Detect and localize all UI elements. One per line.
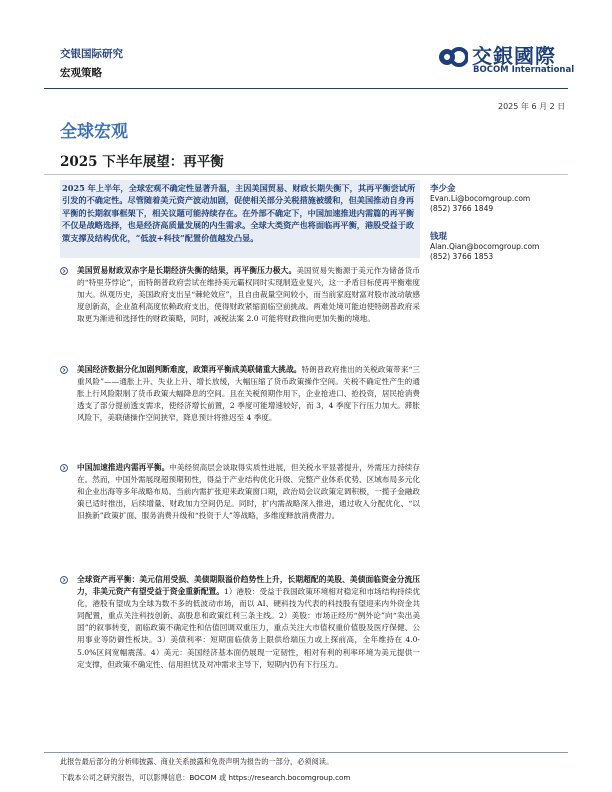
bocom-logo (438, 42, 575, 75)
logo-chinese-text: 交銀國際 (472, 44, 556, 68)
analyst-card (430, 232, 539, 262)
paragraph-lead: 中国加速推进内需再平衡。 (77, 463, 170, 472)
logo-english-text: BOCOM International (473, 65, 575, 75)
abstract-text: 2025 年上半年，全球宏观不确定性显著升温，主因美国贸易、财政长期失衡下，其再平衡尝试所引发的不确定性。尽管随着美元资产波动加剧，促使相关部分关税措施被缓和，但美国推动自身再平衡的长期叙事框架下，相关议题可能持续存在。在外部不确定下，中国加速推进内需篇的再平衡不仅是战略选择，也是经济高质量发展的内生需求。全球大类资产也将面临再平衡，港股受益于政策支撑及结构优化，“低波+科技”配置价值越发凸显。 (62, 183, 416, 243)
bocom-logo-icon (438, 42, 468, 72)
header-divider (44, 88, 568, 89)
paragraph-body: 1）港股：受益于我国政策环境相对稳定和市场结构持续优化，港股有望成为全球为数不多的低波动市场，而以 AI、硬科技为代表的科技股有望迎来内外资金共同配置，重点关注科技创新、高股息和政策红利三条主线。2）美股：市场正经历“例外论”向“卖出美国”的叙事转变，面临政策不确定性和估值回调双重压力，重点关注大市值权重价值股及医疗保健、公用事业等防御性板块。3）美债利率：短期面临债务上限供给端压力或上探前高，全年维持在 4.0-5.0%区间宽幅震荡。4）美元：美国经济基本面仍展现一定韧性，相对有利的利率环境为美元提供一定支撑，但政策不确定性、信用担忧及对冲需求主导下，短期内仍有下行压力。 (77, 587, 420, 669)
paragraph-lead: 全球资产再平衡：美元信用受损、美债期限溢价趋势性上升，长期超配的美股、美债面临资金分流压力，非美元资产有望受益于资金重新配置。 (77, 575, 420, 597)
circle-arrow-bullet-icon (60, 267, 68, 275)
analyst-phone: (852) 3766 1849 (430, 204, 494, 213)
paragraph-lead: 美国贸易财政双赤字是长期经济失衡的结果，再平衡压力极大。 (77, 266, 297, 275)
analyst-email[interactable]: Evan.Li@bocomgroup.com (430, 194, 531, 203)
analyst-name: 李少金 (430, 184, 456, 194)
report-series: 宏观策略 (60, 67, 102, 79)
footer-download-info[interactable]: 下载本公司之研究报告，可以影博信息：BOCOM 或 https://research.bocomgroup.com (60, 773, 351, 782)
report-title: 2025 下半年展望：再平衡 (60, 154, 224, 170)
footer-disclaimer: 此报告最后部分的分析师披露、商业关系披露和免责声明为报告的一部分，必须阅读。 (60, 757, 334, 766)
circle-arrow-bullet-icon (60, 366, 68, 374)
footer-divider (44, 752, 568, 753)
paragraph-body: 特朗普政府推出的关税政策带来“三重风险”——通胀上升、失业上升、增长放缓，大幅压缩了货币政策操作空间。关税不确定性产生的通胀上行风险限制了货币政策大幅降息的空间。且在关税预期作用下，企业抢进口、抢投资，居民抢消费透支了部分提前透支需求，使经济增长前置，2 季度可能增速较好，而 3，4 季度下行压力加大。滞胀风险下，美联储操作空间狭窄，降息预计将推迟至 4 季度。 (77, 365, 420, 423)
analyst-name: 钱琨 (430, 232, 448, 242)
analyst-card (430, 184, 530, 214)
paragraph-lead: 美国经济数据分化加剧判断难度，政策再平衡成美联储重大挑战。 (77, 365, 302, 374)
paragraph-body: 美国贸易失衡源于美元作为储备货币的“特里芬悖论”，而特朗普政府尝试在维持美元霸权同时实现制造业复兴，这一矛盾目标使再平衡难度加大。纵观历史，美国政府支出呈“棘轮效应”，且自由裁量空间较小，而当前家庭财富对股市波动敏感度创新高，企业盈利高度依赖政府支出，使得财政紧缩面临空前挑战。两难处境可能迫使特朗普政府采取更为渐进和选择性的财政策略，同时，减税法案 2.0 可能将财政推向更加失衡的境地。 (77, 266, 420, 324)
firm-name: 交银国际研究 (60, 48, 123, 60)
report-type: 全球宏观 (60, 122, 128, 142)
circle-arrow-bullet-icon (60, 464, 68, 472)
report-date: 2025 年 6 月 2 日 (498, 102, 566, 111)
title-divider (44, 174, 568, 175)
analyst-email[interactable]: Alan.Qian@bocomgroup.com (430, 242, 540, 251)
paragraph-body: 中美经贸高层会谈取得实质性进展，但关税水平显著提升，外需压力持续存在。然而，中国外需展现超预期韧性，得益于产业结构优化升级、完整产业体系优势、区域布局多元化和企业出海等多年战略布局。当前内需扩张迎来政策窗口期，政治局会议政策定调积极，一揽子金融政策已适时推出，后续增量、财政加力空间仍足。同时，扩内需战略深入推进，通过收入分配优化、“以旧换新”政策扩面、服务消费升级和“投资于人”等战略，多维度释放消费潜力。 (77, 463, 420, 521)
analyst-phone: (852) 3766 1853 (430, 252, 494, 261)
circle-arrow-bullet-icon (60, 576, 68, 584)
